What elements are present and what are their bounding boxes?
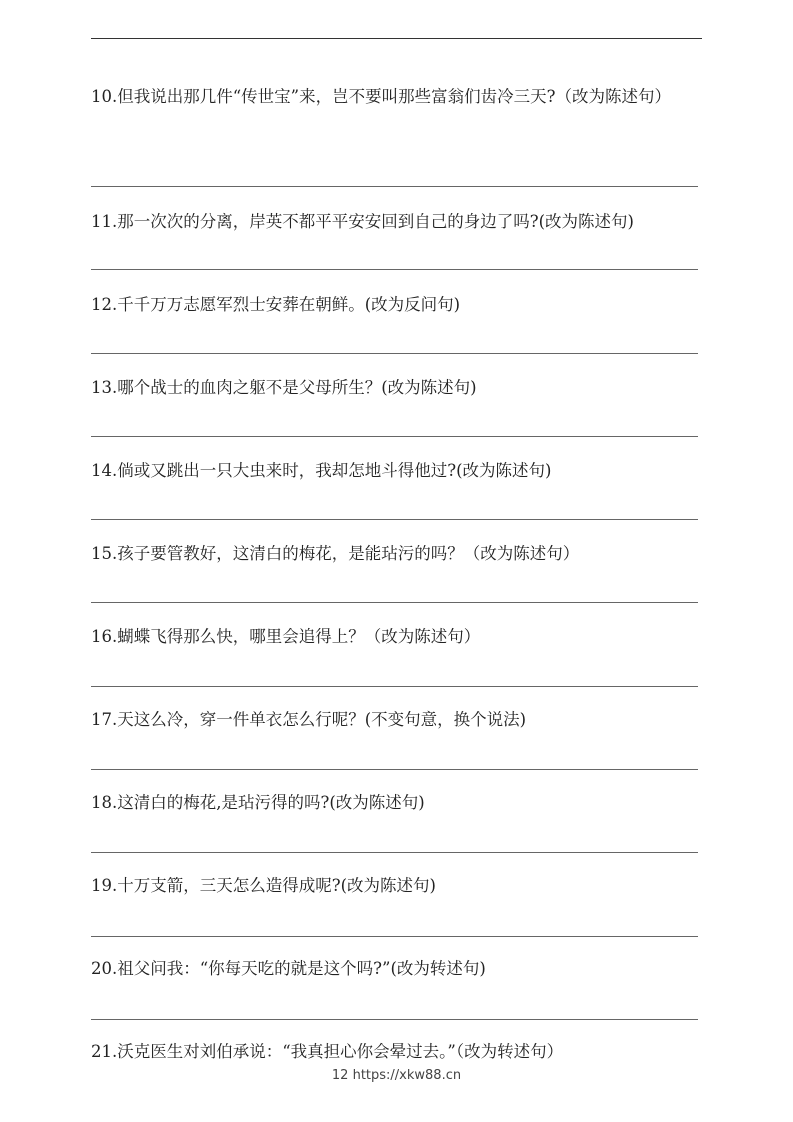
- header-rule: [91, 38, 702, 39]
- question-17: 17.天这么冷，穿一件单衣怎么行呢？(不变句意，换个说法): [91, 710, 527, 729]
- answer-line-15[interactable]: [91, 602, 698, 603]
- page-footer: [0, 1068, 793, 1083]
- answer-line-18[interactable]: [91, 852, 698, 853]
- question-12: 12.千千万万志愿军烈士安葬在朝鲜。(改为反问句): [91, 295, 461, 314]
- answer-line-16[interactable]: [91, 686, 698, 687]
- answer-line-11[interactable]: [91, 269, 698, 270]
- question-10: 10.但我说出那几件“传世宝”来，岂不要叫那些富翁们齿冷三天?（改为陈述句）: [91, 87, 671, 106]
- answer-line-12[interactable]: [91, 353, 698, 354]
- answer-line-20[interactable]: [91, 1019, 698, 1020]
- question-21: 21.沃克医生对刘伯承说：“我真担心你会晕过去。”（改为转述句）: [91, 1042, 564, 1061]
- question-18: 18.这清白的梅花,是玷污得的吗?(改为陈述句): [91, 793, 425, 812]
- answer-line-13[interactable]: [91, 436, 698, 437]
- footer-url: https://xkw88.cn: [352, 1068, 462, 1083]
- question-15: 15.孩子要管教好，这清白的梅花，是能玷污的吗？（改为陈述句）: [91, 544, 580, 563]
- question-16: 16.蝴蝶飞得那么快，哪里会追得上？（改为陈述句）: [91, 627, 481, 646]
- question-11: 11.那一次次的分离，岸英不都平平安安回到自己的身边了吗?(改为陈述句): [91, 212, 634, 231]
- question-13: 13.哪个战士的血肉之躯不是父母所生？(改为陈述句): [91, 378, 477, 397]
- page-number: 12: [331, 1068, 349, 1083]
- answer-line-14[interactable]: [91, 519, 698, 520]
- question-20: 20.祖父问我：“你每天吃的就是这个吗?”(改为转述句): [91, 959, 486, 978]
- answer-line-17[interactable]: [91, 769, 698, 770]
- answer-line-10[interactable]: [91, 186, 698, 187]
- question-14: 14.倘或又跳出一只大虫来时，我却怎地斗得他过?(改为陈述句): [91, 461, 552, 480]
- answer-line-19[interactable]: [91, 936, 698, 937]
- question-19: 19.十万支箭，三天怎么造得成呢?(改为陈述句): [91, 876, 436, 895]
